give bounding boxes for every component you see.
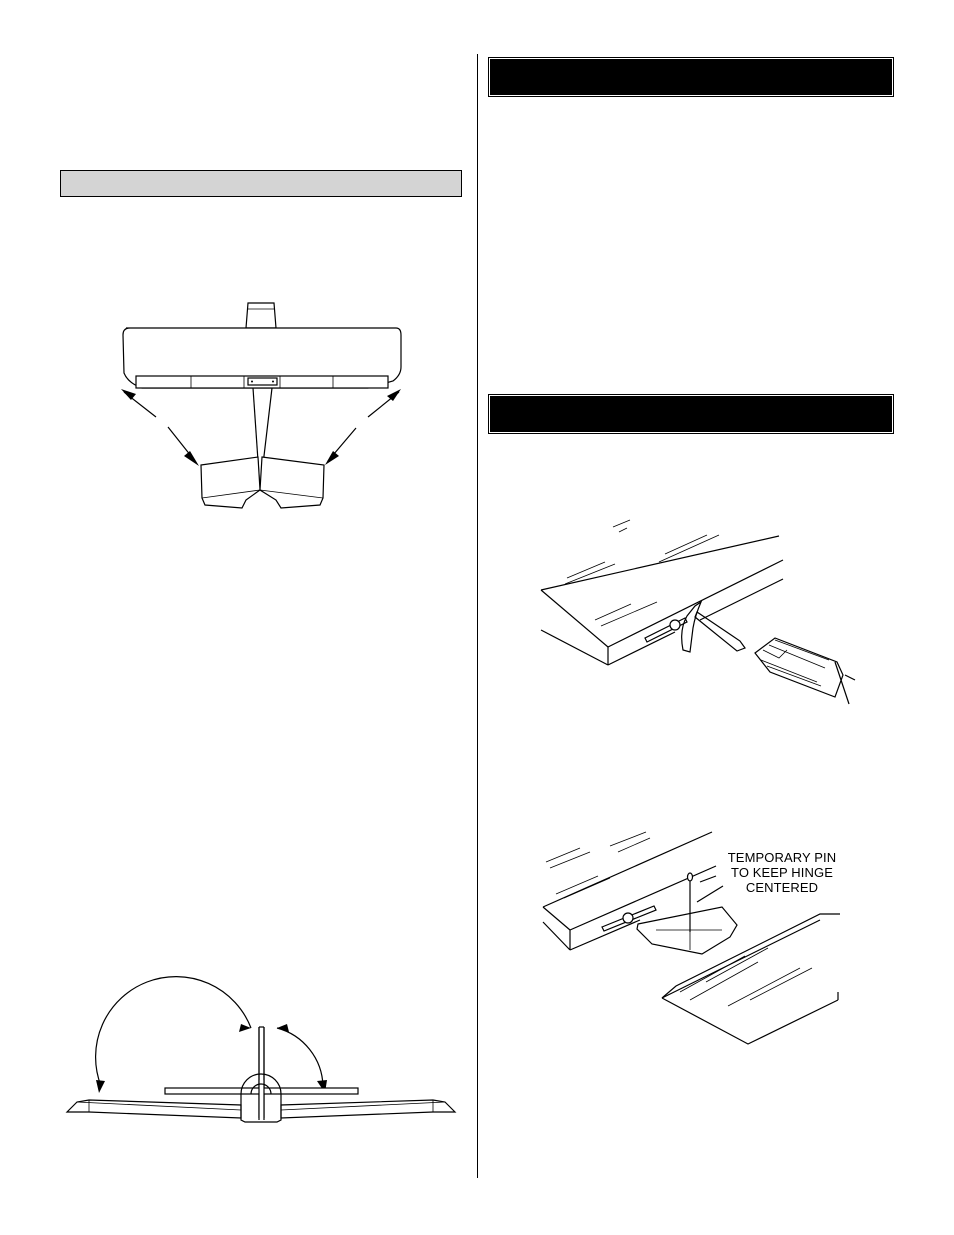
callout-line-3: CENTERED bbox=[745, 880, 819, 895]
stabilizer-alignment-figure bbox=[110, 295, 410, 515]
section-header-bar-gray bbox=[60, 170, 462, 197]
hinge-pin-callout bbox=[722, 850, 842, 895]
fin-alignment-figure bbox=[65, 1020, 460, 1125]
hinge-slot-cutting-figure bbox=[535, 520, 855, 705]
section-header-bar-1 bbox=[490, 59, 892, 95]
section-header-bar-2 bbox=[490, 396, 892, 432]
callout-line-2: TO KEEP HINGE bbox=[731, 865, 833, 880]
callout-line-1: TEMPORARY PIN bbox=[727, 850, 837, 865]
column-divider bbox=[477, 54, 478, 1178]
